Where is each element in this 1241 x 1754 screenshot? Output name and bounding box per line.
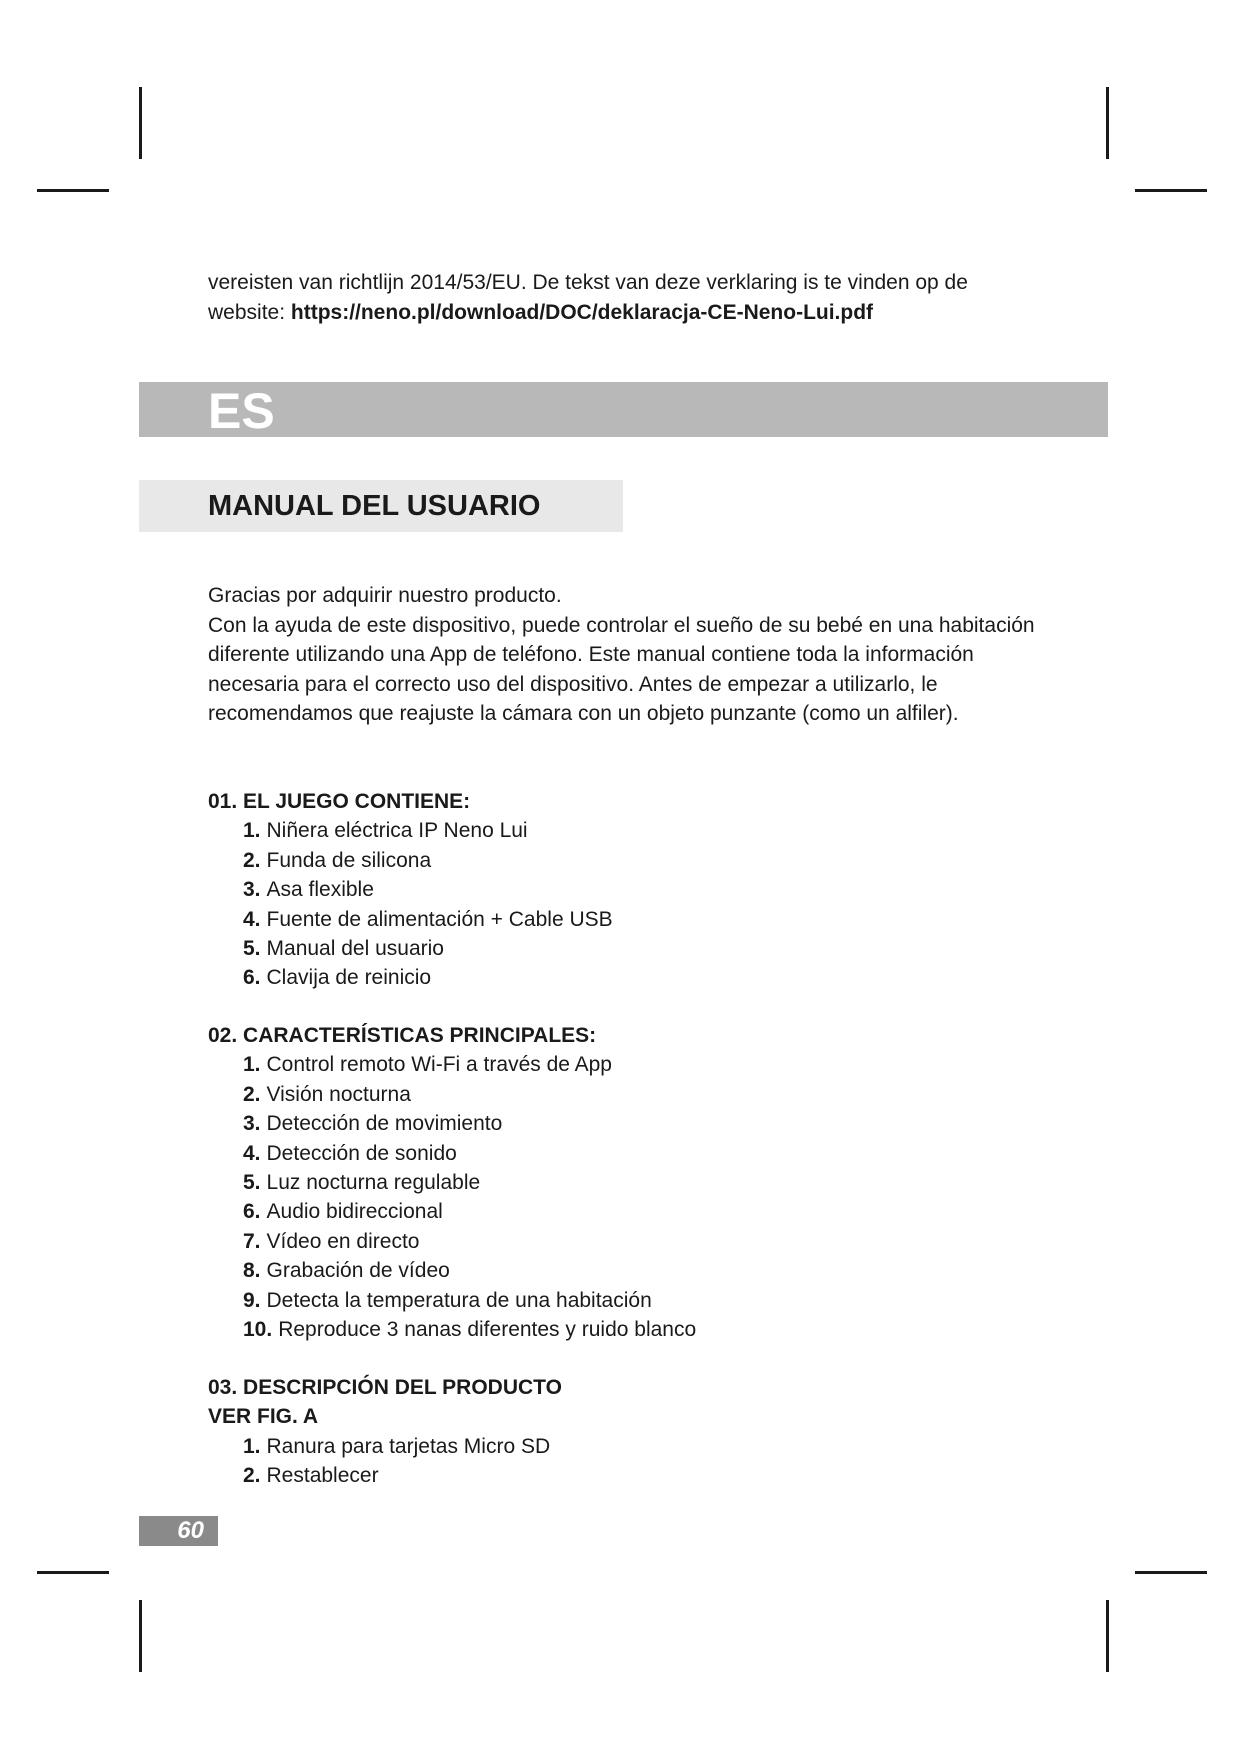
page-number: 60 <box>177 1517 204 1544</box>
crop-mark-bottom-left-horizontal <box>37 1571 109 1574</box>
list-item: 1. Ranura para tarjetas Micro SD <box>243 1434 551 1458</box>
declaration-url[interactable]: https://neno.pl/download/DOC/deklaracja-CE-Neno-Lui.pdf <box>290 301 874 324</box>
section-heading: 02. CARACTERÍSTICAS PRINCIPALES: <box>208 1024 597 1047</box>
list-item: 4. Detección de sonido <box>243 1141 457 1165</box>
intro-paragraph: Con la ayuda de este dispositivo, puede controlar el sueño de su bebé en una habitación diferente utilizando una App de teléfono. Este manual contiene toda la información necesaria para el correcto uso del dispositivo. Antes de empezar a utilizarlo, le recomendamos que reajuste la cámara con un objeto punzante (como un alfiler). <box>208 613 1035 725</box>
list-item: 4. Fuente de alimentación + Cable USB <box>243 907 613 931</box>
previous-section-tail <box>208 268 1108 328</box>
page-title: MANUAL DEL USUARIO <box>208 490 541 522</box>
list-item: 2. Restablecer <box>243 1464 379 1488</box>
intro-greeting: Gracias por adquirir nuestro producto. <box>208 584 562 607</box>
tail-line-1: vereisten van richtlijn 2014/53/EU. De tekst van deze verklaring is te vinden op de <box>208 271 968 294</box>
language-code: ES <box>208 383 275 439</box>
list-item: 3. Asa flexible <box>243 878 374 902</box>
crop-mark-top-right-horizontal <box>1135 189 1207 192</box>
crop-mark-bottom-right-vertical <box>1106 1600 1109 1672</box>
crop-mark-top-left-horizontal <box>37 189 109 192</box>
list-item: 7. Vídeo en directo <box>243 1229 420 1253</box>
list-item: 2. Visión nocturna <box>243 1082 411 1106</box>
list-item: 5. Manual del usuario <box>243 937 444 961</box>
crop-mark-top-left-vertical <box>139 87 142 159</box>
title-bar <box>139 480 623 532</box>
crop-mark-top-right-vertical <box>1106 87 1109 159</box>
list-item: 2. Funda de silicona <box>243 848 432 872</box>
crop-mark-bottom-right-horizontal <box>1135 1571 1207 1574</box>
page-number-badge <box>139 1516 218 1546</box>
list-item: 1. Control remoto Wi-Fi a través de App <box>243 1053 612 1077</box>
section-subheading: VER FIG. A <box>208 1405 319 1429</box>
crop-mark-bottom-left-vertical <box>139 1600 142 1672</box>
kit-list <box>208 816 1108 992</box>
section-heading: 01. EL JUEGO CONTIENE: <box>208 790 471 813</box>
list-item: 8. Grabación de vídeo <box>243 1259 450 1283</box>
intro-text <box>208 581 1108 729</box>
list-item: 9. Detecta la temperatura de una habitación <box>243 1288 652 1312</box>
list-item: 6. Clavija de reinicio <box>243 966 432 990</box>
section-main-features <box>208 1021 1108 1344</box>
section-heading: 03. DESCRIPCIÓN DEL PRODUCTO <box>208 1376 562 1399</box>
list-item: 6. Audio bidireccional <box>243 1200 443 1224</box>
tail-line-2 <box>208 298 1108 328</box>
section-kit-contents <box>208 787 1108 993</box>
tail-website-label: website: <box>208 301 291 324</box>
list-item: 10. Reproduce 3 nanas diferentes y ruido blanco <box>243 1318 697 1342</box>
description-list <box>208 1432 1108 1491</box>
section-product-description <box>208 1373 1108 1491</box>
features-list <box>208 1050 1108 1344</box>
list-item: 3. Detección de movimiento <box>243 1112 503 1136</box>
list-item: 1. Niñera eléctrica IP Neno Lui <box>243 819 528 843</box>
list-item: 5. Luz nocturna regulable <box>243 1171 481 1195</box>
language-bar <box>139 382 1108 437</box>
